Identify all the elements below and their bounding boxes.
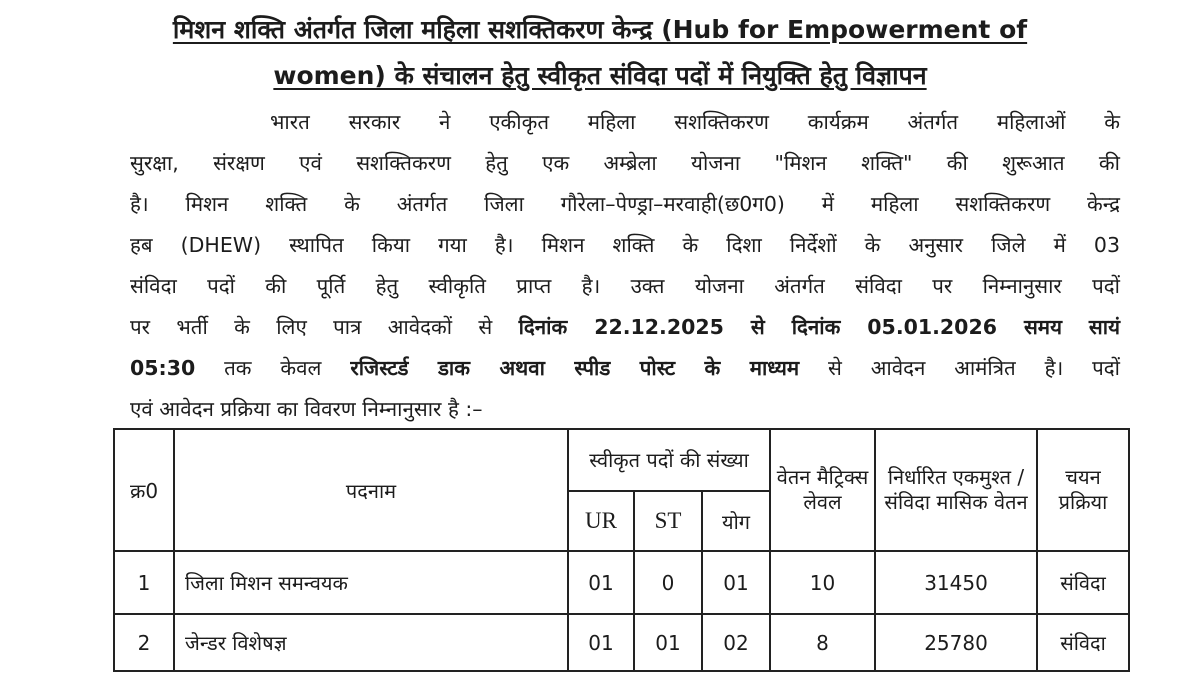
row-selection-mode: संविदा	[1037, 614, 1129, 671]
table-row	[114, 551, 1129, 614]
header-post-name: पदनाम	[174, 429, 568, 551]
body-line-2: सुरक्षा, संरक्षण एवं सशक्तिकरण हेतु एक अम्ब्रेला योजना "मिशन शक्ति" की शुरूआत की	[130, 151, 1120, 175]
header-pay-matrix: वेतन मैट्रिक्स लेवल	[770, 429, 875, 551]
row-st: 01	[634, 614, 702, 671]
table-header-row-1	[114, 429, 1129, 491]
header-sno: क्र0	[114, 429, 174, 551]
row-st: 0	[634, 551, 702, 614]
deadline-time: 05:30	[130, 356, 196, 380]
row-pay-level: 10	[770, 551, 875, 614]
table-row	[114, 614, 1129, 671]
notice-title-line-1: मिशन शक्ति अंतर्गत जिला महिला सशक्तिकरण केन्द्र (Hub for Empowerment of	[172, 15, 1028, 44]
row-sno: 1	[114, 551, 174, 614]
body-line-6-text: पर भर्ती के लिए पात्र आवेदकों से	[130, 315, 493, 339]
body-line-3: है। मिशन शक्ति के अंतर्गत जिला गौरेला–पेण्ड्रा–मरवाही(छ0ग0) में महिला सशक्तिकरण केन्द्र	[130, 192, 1120, 216]
body-line-4: हब (DHEW) स्थापित किया गया है। मिशन शक्ति के दिशा निर्देशों के अनुसार जिले में 03	[130, 233, 1120, 257]
body-line-5: संविदा पदों की पूर्ति हेतु स्वीकृति प्राप्त है। उक्त योजना अंतर्गत संविदा पर निम्नानुसार पदों	[130, 274, 1120, 298]
application-date-range: दिनांक 22.12.2025 से दिनांक 05.01.2026 समय सायं	[518, 315, 1120, 339]
row-pay-level: 8	[770, 614, 875, 671]
body-line-7-text-a: तक केवल	[224, 356, 322, 380]
submission-mode: रजिस्टर्ड डाक अथवा स्पीड पोस्ट के माध्यम	[350, 356, 800, 380]
header-monthly-salary: निर्धारित एकमुश्त / संविदा मासिक वेतन	[875, 429, 1037, 551]
row-post-name: जिला मिशन समन्वयक	[174, 551, 568, 614]
body-line-1: भारत सरकार ने एकीकृत महिला सशक्तिकरण कार्यक्रम अंतर्गत महिलाओं के	[270, 110, 1120, 134]
header-total: योग	[702, 491, 770, 551]
row-total: 01	[702, 551, 770, 614]
row-salary: 25780	[875, 614, 1037, 671]
header-selection-process: चयन प्रक्रिया	[1037, 429, 1129, 551]
body-line-7-text-b: से आवेदन आमंत्रित है। पदों	[828, 356, 1120, 380]
body-line-8: एवं आवेदन प्रक्रिया का विवरण निम्नानुसार है :–	[130, 397, 483, 421]
row-total: 02	[702, 614, 770, 671]
notice-title-line-2: women) के संचालन हेतु स्वीकृत संविदा पदों में नियुक्ति हेतु विज्ञापन	[273, 61, 927, 90]
row-selection-mode: संविदा	[1037, 551, 1129, 614]
row-ur: 01	[568, 551, 634, 614]
posts-table	[113, 428, 1130, 672]
body-line-6	[130, 317, 1120, 338]
row-ur: 01	[568, 614, 634, 671]
body-line-7	[130, 358, 1120, 379]
row-post-name: जेन्डर विशेषज्ञ	[174, 614, 568, 671]
row-salary: 31450	[875, 551, 1037, 614]
header-ur: UR	[568, 491, 634, 551]
header-st: ST	[634, 491, 702, 551]
header-sanctioned-posts: स्वीकृत पदों की संख्या	[568, 429, 770, 491]
row-sno: 2	[114, 614, 174, 671]
